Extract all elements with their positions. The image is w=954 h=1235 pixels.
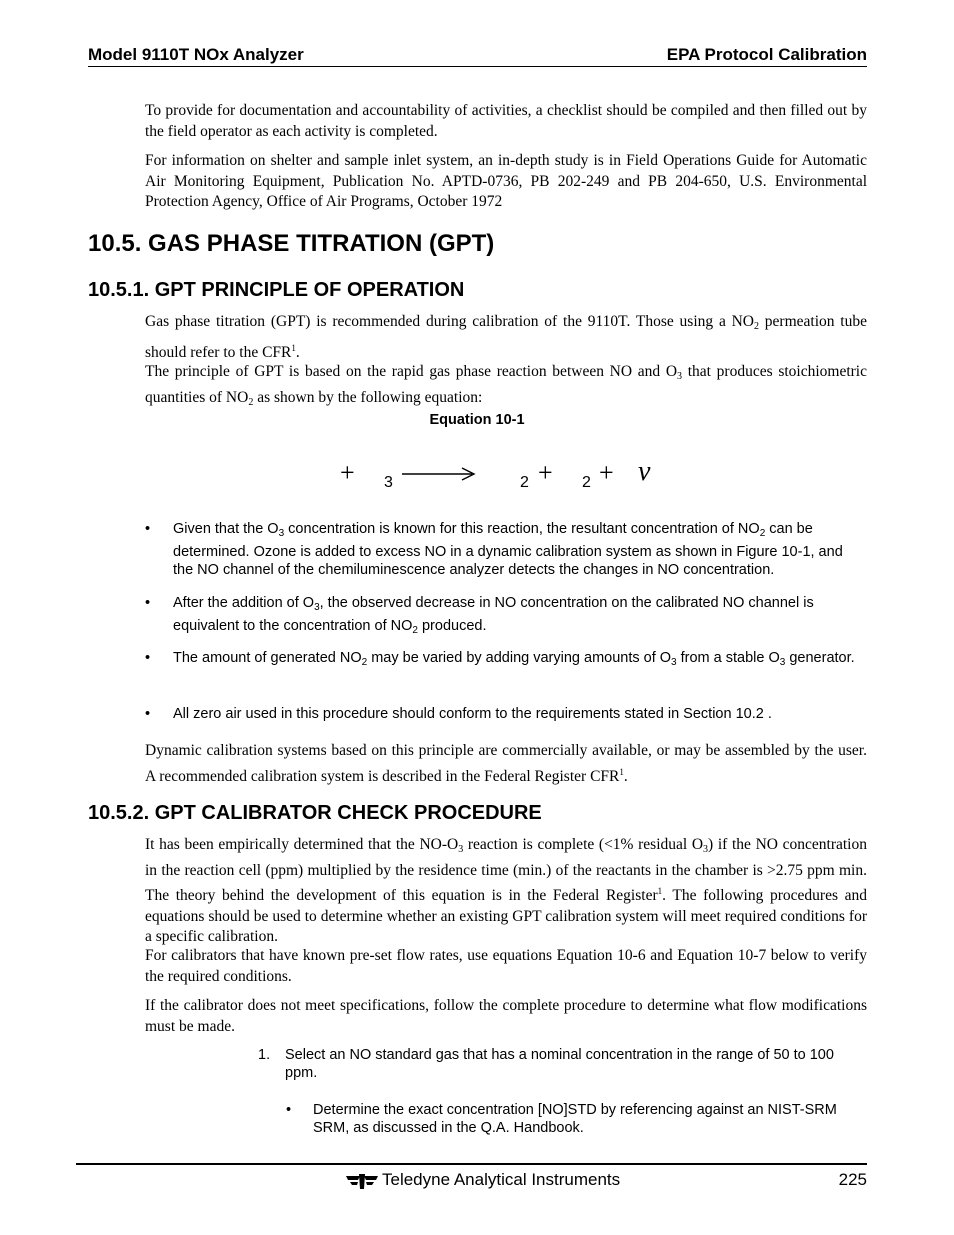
footer-divider	[76, 1163, 867, 1165]
header-section: EPA Protocol Calibration	[666, 45, 867, 64]
intro-paragraph-1: To provide for documentation and accountability of activities, a checklist should be compiled and then filled out by the field operator as each activity is completed.	[145, 102, 867, 140]
reaction-arrow-icon	[400, 464, 478, 484]
bullet-text: Determine the exact concentration [NO]STD by referencing against an NIST-SRM SRM, as discussed in the Q.A. Handbook.	[313, 1102, 837, 1136]
step-number: 1.	[258, 1047, 271, 1063]
equation-plus: +	[340, 458, 355, 487]
check-paragraph-1: It has been empirically determined that the $NO-O_3$ reaction is complete (<1% residual $O_3$) if the NO concentration in the reaction cell (ppm) multiplied by the residence time (min.) of the reactants in the chamber is >2.75 ppm min. The theory behind the development of this equation is in the Federal Register$^1$. The following procedures and equations should be used to determine whether an existing GPT calibration system will meet required conditions for a specific calibration.	[145, 836, 867, 945]
bullet-icon: •	[286, 1102, 292, 1118]
equation-subscript: 2	[582, 474, 591, 491]
equation-subscript: 3	[384, 474, 393, 491]
footer-company: Teledyne Analytical Instruments	[382, 1170, 621, 1189]
equation-plus: +	[538, 458, 553, 487]
subsection-heading-check: 10.5.2. GPT CALIBRATOR CHECK PROCEDURE	[88, 802, 542, 824]
equation-subscript: 2	[520, 474, 529, 491]
bullet-text: Given that the $O_3$ concentration is known for this reaction, the resultant concentration of $NO_2$ can be determined. Ozone is added to excess NO in a dynamic calibration system as shown in Figure 10-1, and the NO channel of the chemiluminescence analyzer detects the changes in NO concentration.	[173, 521, 843, 578]
subsection-heading-principle: 10.5.1. GPT PRINCIPLE OF OPERATION	[88, 279, 465, 301]
check-paragraph-3: If the calibrator does not meet specifications, follow the complete procedure to determine what flow modifications must be made.	[145, 997, 867, 1035]
check-paragraph-2: For calibrators that have known pre-set flow rates, use equations Equation 10-6 and Equation 10-7 below to verify the required conditions.	[145, 947, 867, 985]
page-header	[88, 44, 867, 67]
bullet-text: All zero air used in this procedure should conform to the requirements stated in Section 10.2 .	[173, 706, 772, 722]
equation-plus: +	[599, 458, 614, 487]
teledyne-logo-icon	[345, 1172, 379, 1190]
bullet-icon: •	[145, 650, 151, 666]
bullet-icon: •	[145, 521, 151, 537]
equation-label: Equation 10-1	[429, 412, 525, 428]
page-number: 225	[838, 1170, 867, 1189]
principle-paragraph-3: Dynamic calibration systems based on this principle are commercially available, or may be assembled by the user. A recommended calibration system is described in the Federal Register CFR$^1$.	[145, 742, 867, 785]
page-footer	[340, 1170, 867, 1194]
bullet-text: The amount of generated $NO_2$ may be varied by adding varying amounts of $O_3$ from a stable $O_3$ generator.	[173, 650, 855, 668]
principle-paragraph-1: Gas phase titration (GPT) is recommended during calibration of the 9110T. Those using a $NO_2$ permeation tube should refer to the CFR$^1$.	[145, 313, 867, 361]
step-text: Select an NO standard gas that has a nominal concentration in the range of 50 to 100 ppm.	[285, 1047, 834, 1081]
equation-10-1	[330, 458, 670, 498]
header-title: Model 9110T NOx Analyzer	[88, 45, 304, 64]
bullet-text: After the addition of $O_3$, the observed decrease in NO concentration on the calibrated NO channel is equivalent to the concentration of $NO_2$ produced.	[173, 595, 814, 636]
principle-paragraph-2: The principle of GPT is based on the rapid gas phase reaction between NO and $O_3$ that produces stoichiometric quantities of $NO_2$ as shown by the following equation:	[145, 363, 867, 408]
intro-paragraph-2: For information on shelter and sample inlet system, an in-depth study is in Field Operations Guide for Automatic Air Monitoring Equipment, Publication No. APTD-0736, PB 202-249 and PB 204-650, U.S. Environmental Protection Agency, Office of Air Programs, October 1972	[145, 152, 867, 210]
section-heading: 10.5. GAS PHASE TITRATION (GPT)	[88, 230, 495, 257]
bullet-icon: •	[145, 706, 151, 722]
equation-nu: ν	[638, 456, 651, 487]
bullet-icon: •	[145, 595, 151, 611]
